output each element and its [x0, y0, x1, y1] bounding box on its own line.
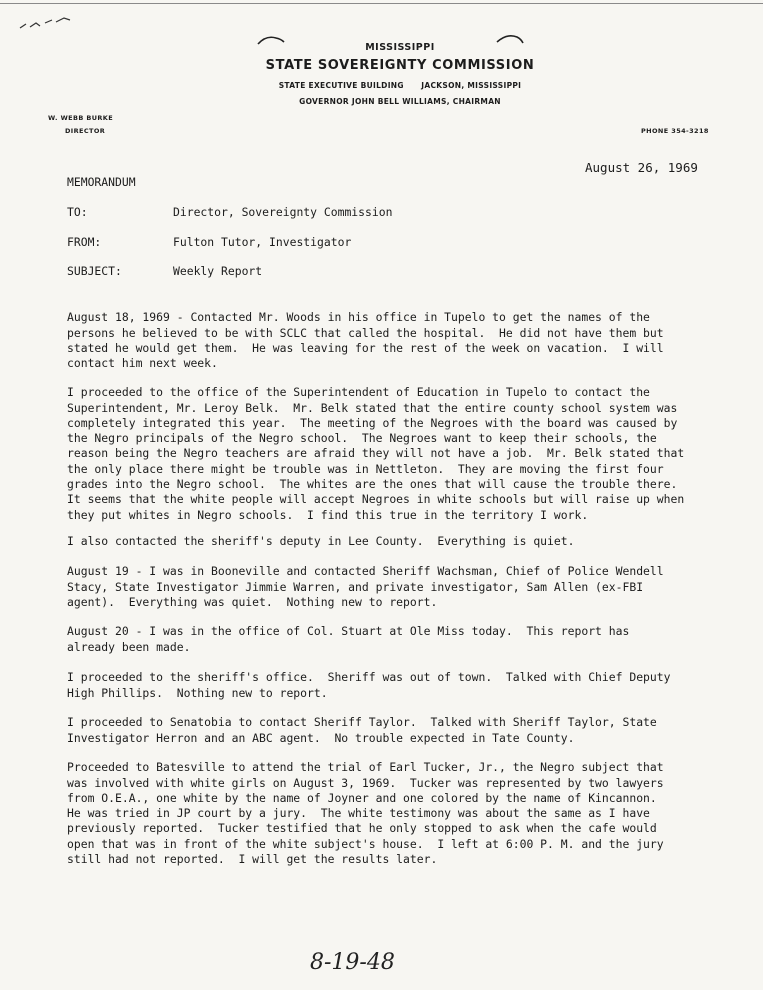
- paragraph-batesville: [67, 745, 757, 867]
- paragraph-aug20: [67, 609, 757, 655]
- text-line: agent). Everything was quiet. Nothing new to report.: [67, 594, 438, 609]
- director-name: W. WEBB BURKE: [48, 114, 114, 122]
- pen-scribble-mark: [18, 14, 74, 36]
- text-line: reason being the Negro teachers are afraid they will not have a job. Mr. Belk stated that: [67, 446, 685, 461]
- text-line: August 18, 1969 - Contacted Mr. Woods in his office in Tupelo to get the names of the: [67, 310, 650, 325]
- text-line: already been made.: [67, 639, 191, 654]
- text-line: Investigator Herron and an ABC agent. No trouble expected in Tate County.: [67, 730, 575, 745]
- text-line: previously reported. Tucker testified that he only stopped to ask when the cafe would: [67, 821, 657, 836]
- text-line: Proceeded to Batesville to attend the trial of Earl Tucker, Jr., the Negro subject that: [67, 760, 664, 775]
- text-line: I proceeded to Senatobia to contact Sheriff Taylor. Talked with Sheriff Taylor, State: [67, 715, 657, 730]
- handwritten-file-number: 8-19-48: [310, 950, 395, 975]
- text-line: they put whites in Negro schools. I find this true in the territory I work.: [67, 507, 589, 522]
- text-line: the only place there might be trouble was in Nettleton. They are moving the first four: [67, 461, 664, 476]
- text-line: August 19 - I was in Booneville and contacted Sheriff Wachsman, Chief of Police Wendell: [67, 564, 664, 579]
- text-line: stated he would get them. He was leaving for the rest of the week on vacation. I will: [67, 340, 664, 355]
- text-line: High Phillips. Nothing new to report.: [67, 685, 328, 700]
- letterhead-state: MISSISSIPPI: [365, 42, 435, 53]
- text-line: I proceeded to the sheriff's office. Sheriff was out of town. Talked with Chief Deputy: [67, 670, 671, 685]
- text-line: completely integrated this year. The meeting of the Negroes with the board was caused by: [67, 415, 678, 430]
- paragraph-lee-county: [67, 519, 757, 550]
- text-line: I also contacted the sheriff's deputy in Lee County. Everything is quiet.: [67, 534, 575, 549]
- text-line: persons he believed to be with SCLC that called the hospital. He did not have them but: [67, 325, 664, 340]
- paragraph-aug18: [67, 295, 757, 371]
- from-label: FROM:: [67, 235, 102, 249]
- subject-value: Weekly Report: [173, 264, 263, 278]
- memo-heading: MEMORANDUM: [67, 175, 136, 189]
- letterhead-chairman: GOVERNOR JOHN BELL WILLIAMS, CHAIRMAN: [299, 97, 501, 106]
- paragraph-superintendent: [67, 370, 757, 523]
- paragraph-aug19: [67, 549, 757, 610]
- text-line: open that was in front of the white subject's house. I left at 6:00 P. M. and the jury: [67, 836, 664, 851]
- text-line: from O.E.A., one white by the name of Joyner and one colored by the name of Kincannon.: [67, 790, 657, 805]
- subject-label: SUBJECT:: [67, 264, 122, 278]
- text-line: still had not reported. I will get the results later.: [67, 852, 438, 867]
- to-value: Director, Sovereignty Commission: [173, 205, 393, 219]
- text-line: August 20 - I was in the office of Col. Stuart at Ole Miss today. This report has: [67, 624, 630, 639]
- text-line: the Negro principals of the Negro school. The Negroes want to keep their schools, the: [67, 431, 657, 446]
- from-value: Fulton Tutor, Investigator: [173, 235, 352, 249]
- memo-date: August 26, 1969: [585, 160, 698, 175]
- paragraph-sheriff-office: [67, 655, 757, 701]
- text-line: He was tried in JP court by a jury. The white testimony was about the same as I have: [67, 806, 650, 821]
- paragraph-senatobia: [67, 700, 757, 746]
- letterhead-address: STATE EXECUTIVE BUILDING JACKSON, MISSISSIPPI: [278, 81, 522, 90]
- text-line: contact him next week.: [67, 356, 218, 371]
- text-line: Stacy, State Investigator Jimmie Warren, and private investigator, Sam Allen (ex-FBI: [67, 579, 644, 594]
- text-line: Superintendent, Mr. Leroy Belk. Mr. Belk stated that the entire county school system was: [67, 400, 678, 415]
- to-label: TO:: [67, 205, 88, 219]
- scan-edge-line: [0, 3, 763, 4]
- letterhead-agency: STATE SOVEREIGNTY COMMISSION: [265, 58, 535, 73]
- text-line: grades into the Negro school. The whites are the ones that will cause the trouble there.: [67, 477, 678, 492]
- director-title: DIRECTOR: [65, 127, 106, 135]
- text-line: I proceeded to the office of the Superintendent of Education in Tupelo to contact the: [67, 385, 650, 400]
- phone-number: PHONE 354-3218: [641, 127, 709, 135]
- text-line: was involved with white girls on August 3, 1969. Tucker was represented by two lawyers: [67, 775, 664, 790]
- text-line: It seems that the white people will accept Negroes in white schools but will raise up when: [67, 492, 685, 507]
